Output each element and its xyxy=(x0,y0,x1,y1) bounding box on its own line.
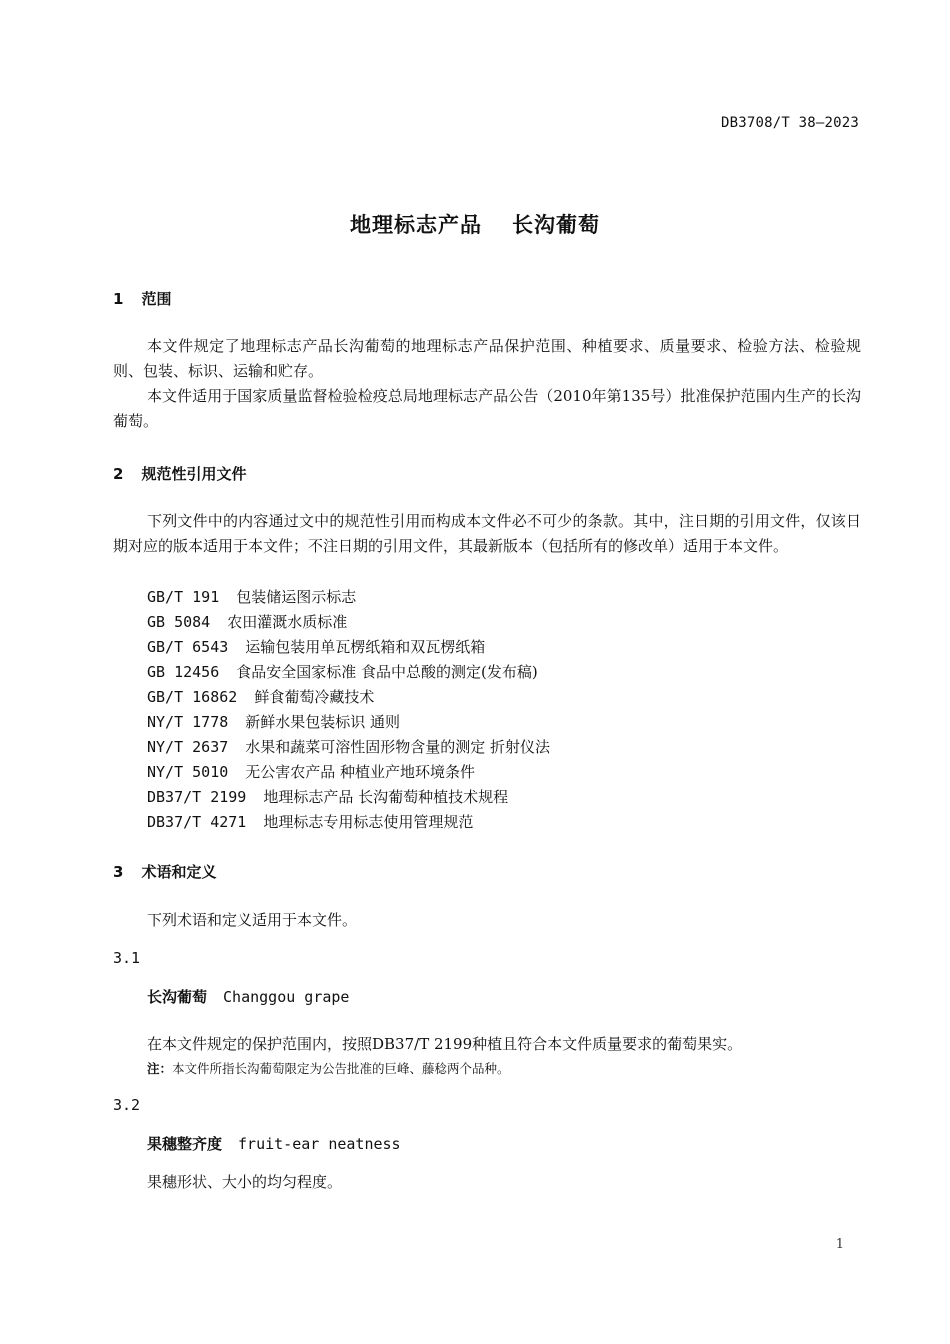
title-left: 地理标志产品 xyxy=(350,213,482,237)
reference-item xyxy=(147,761,475,782)
document-code: DB3708/T 38—2023 xyxy=(720,115,859,131)
reference-item xyxy=(147,736,550,757)
reference-title: 地理标志产品 长沟葡萄种植技术规程 xyxy=(263,788,509,806)
section-3-paragraph: 下列术语和定义适用于本文件。 xyxy=(147,911,358,929)
term-1-note xyxy=(147,1059,510,1077)
section-2-heading xyxy=(113,463,246,484)
reference-code: NY/T 5010 xyxy=(147,763,229,781)
note-text: 本文件所指长沟葡萄限定为公告批准的巨峰、藤稔两个品种。 xyxy=(172,1061,510,1076)
section-title: 规范性引用文件 xyxy=(141,465,247,483)
reference-title: 水果和蔬菜可溶性固形物含量的测定 折射仪法 xyxy=(245,738,551,756)
term-2-definition: 果穗形状、大小的均匀程度。 xyxy=(147,1173,343,1191)
term-en: Changgou grape xyxy=(223,988,350,1006)
term-en: fruit-ear neatness xyxy=(238,1135,401,1153)
reference-item xyxy=(147,811,473,832)
term-1-number: 3.1 xyxy=(113,949,141,967)
reference-code: NY/T 2637 xyxy=(147,738,229,756)
reference-code: GB/T 16862 xyxy=(147,688,238,706)
reference-title: 食品安全国家标准 食品中总酸的测定(发布稿) xyxy=(236,663,538,681)
reference-code: DB37/T 4271 xyxy=(147,813,247,831)
reference-item xyxy=(147,786,508,807)
reference-title: 地理标志专用标志使用管理规范 xyxy=(263,813,474,831)
reference-code: GB 12456 xyxy=(147,663,220,681)
term-1-definition: 在本文件规定的保护范围内，按照DB37/T 2199种植且符合本文件质量要求的葡萄果实。 xyxy=(147,1035,743,1053)
reference-title: 运输包装用单瓦楞纸箱和双瓦楞纸箱 xyxy=(245,638,486,656)
section-number: 3 xyxy=(113,863,124,881)
reference-code: GB 5084 xyxy=(147,613,211,631)
section-title: 术语和定义 xyxy=(141,863,217,881)
document-title xyxy=(0,209,950,239)
reference-item xyxy=(147,586,356,607)
reference-title: 新鲜水果包装标识 通则 xyxy=(245,713,401,731)
reference-title: 鲜食葡萄冷藏技术 xyxy=(254,688,375,706)
title-right: 长沟葡萄 xyxy=(512,213,600,237)
page-number: 1 xyxy=(835,1237,844,1252)
reference-title: 无公害农产品 种植业产地环境条件 xyxy=(245,763,476,781)
reference-code: GB/T 6543 xyxy=(147,638,229,656)
term-cn: 果穗整齐度 xyxy=(147,1135,223,1153)
section-1-paragraph-1: 本文件规定了地理标志产品长沟葡萄的地理标志产品保护范围、种植要求、质量要求、检验方法、检验规则、包装、标识、运输和贮存。 xyxy=(113,337,861,380)
reference-code: DB37/T 2199 xyxy=(147,788,247,806)
reference-item xyxy=(147,636,485,657)
reference-title: 农田灌溉水质标准 xyxy=(227,613,348,631)
note-label: 注： xyxy=(147,1061,173,1076)
section-1-paragraph-2: 本文件适用于国家质量监督检验检疫总局地理标志产品公告（2010年第135号）批准保护范围内生产的长沟葡萄。 xyxy=(113,387,861,430)
section-number: 1 xyxy=(113,290,124,308)
section-title: 范围 xyxy=(141,290,172,308)
reference-code: NY/T 1778 xyxy=(147,713,229,731)
term-2-heading xyxy=(147,1133,401,1154)
reference-item xyxy=(147,711,400,732)
section-3-heading xyxy=(113,861,216,882)
term-1-heading xyxy=(147,986,349,1007)
reference-item xyxy=(147,661,538,682)
section-number: 2 xyxy=(113,465,124,483)
reference-item xyxy=(147,686,374,707)
term-cn: 长沟葡萄 xyxy=(147,988,208,1006)
reference-code: GB/T 191 xyxy=(147,588,220,606)
section-1-heading xyxy=(113,288,171,309)
section-2-paragraph: 下列文件中的内容通过文中的规范性引用而构成本文件必不可少的条款。其中，注日期的引用文件，仅该日期对应的版本适用于本文件；不注日期的引用文件，其最新版本（包括所有的修改单）适用于本文件。 xyxy=(113,512,861,555)
reference-title: 包装储运图示标志 xyxy=(236,588,357,606)
reference-item xyxy=(147,611,347,632)
term-2-number: 3.2 xyxy=(113,1096,141,1114)
